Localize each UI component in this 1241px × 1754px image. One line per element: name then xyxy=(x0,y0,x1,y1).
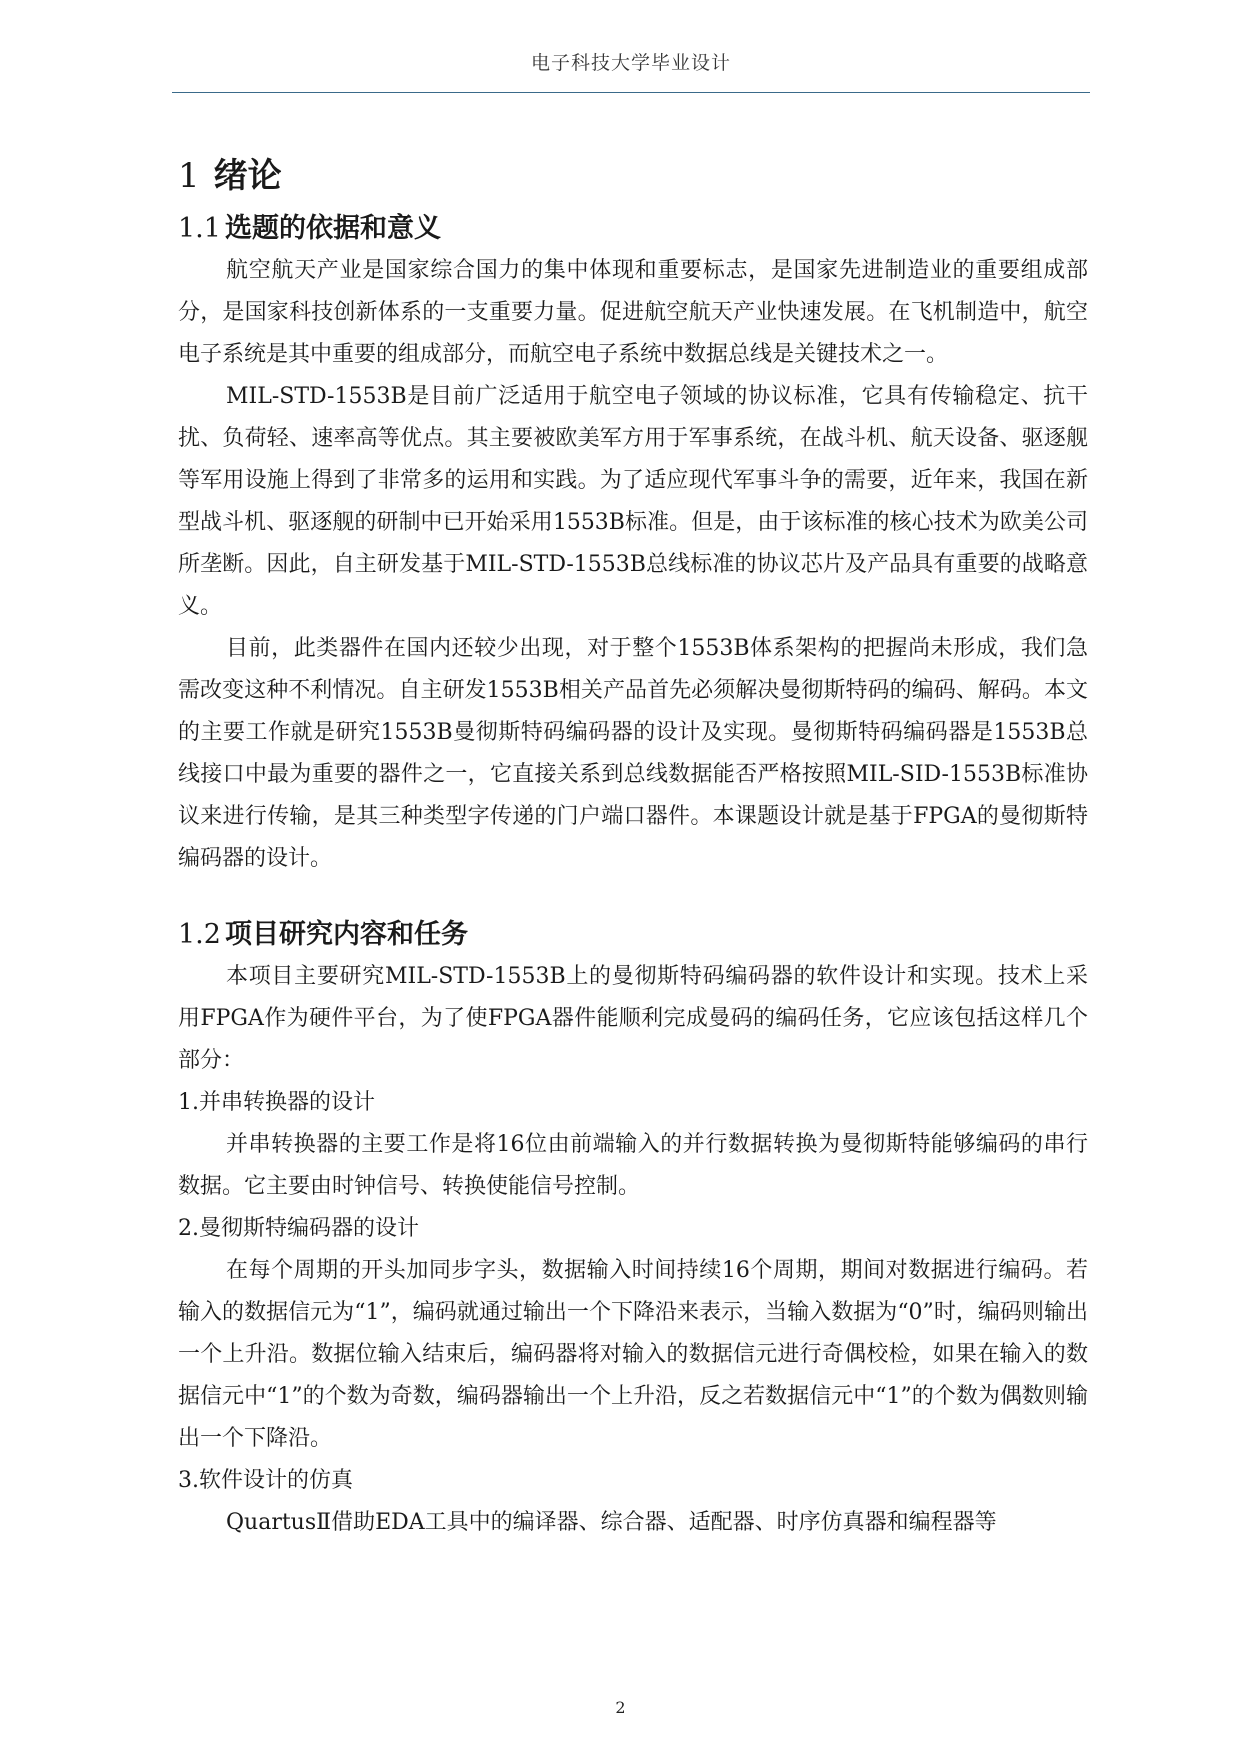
chapter-heading xyxy=(178,150,1088,202)
list-item-heading: 1.并串转换器的设计 xyxy=(178,1090,375,1115)
section-title: 选题的依据和意义 xyxy=(224,213,441,244)
list-item-heading: 3.软件设计的仿真 xyxy=(178,1468,353,1493)
paragraph: 航空航天产业是国家综合国力的集中体现和重要标志，是国家先进制造业的重要组成部分，是国家科技创新体系的一支重要力量。促进航空航天产业快速发展。在飞机制造中，航空电子系统是其中重要的组成部分，而航空电子系统中数据总线是关键技术之一。 xyxy=(178,258,1088,367)
paragraph: 在每个周期的开头加同步字头，数据输入时间持续16个周期，期间对数据进行编码。若输入的数据信元为“1”，编码就通过输出一个下降沿来表示，当输入数据为“0”时，编码则输出一个上升沿。数据位输入结束后，编码器将对输入的数据信元进行奇偶校检，如果在输入的数据信元中“1”的个数为奇数，编码器输出一个上升沿，反之若数据信元中“1”的个数为偶数则输出一个下降沿。 xyxy=(178,1258,1088,1451)
paragraph: 并串转换器的主要工作是将16位由前端输入的并行数据转换为曼彻斯特能够编码的串行数据。它主要由时钟信号、转换使能信号控制。 xyxy=(178,1132,1088,1199)
section-heading xyxy=(178,208,1088,250)
chapter-title: 绪论 xyxy=(213,156,282,196)
paragraph: 本项目主要研究MIL-STD-1553B上的曼彻斯特码编码器的软件设计和实现。技术上采用FPGA作为硬件平台，为了使FPGA器件能顺利完成曼码的编码任务，它应该包括这样几个部分： xyxy=(178,964,1088,1073)
section-number: 1.1 xyxy=(178,213,221,244)
paragraph: QuartusⅡ借助EDA工具中的编译器、综合器、适配器、时序仿真器和编程器等 xyxy=(226,1510,997,1535)
list-item-heading: 2.曼彻斯特编码器的设计 xyxy=(178,1216,419,1241)
page-header: 电子科技大学毕业设计 xyxy=(530,52,731,74)
page-body xyxy=(178,150,1088,1544)
chapter-number: 1 xyxy=(178,156,200,196)
section-title: 项目研究内容和任务 xyxy=(224,919,468,950)
page-number: 2 xyxy=(615,1698,626,1717)
section-number: 1.2 xyxy=(178,919,221,950)
section-heading xyxy=(178,914,1088,956)
paragraph: MIL-STD-1553B是目前广泛适用于航空电子领域的协议标准，它具有传输稳定、抗干扰、负荷轻、速率高等优点。其主要被欧美军方用于军事系统，在战斗机、航天设备、驱逐舰等军用设施上得到了非常多的运用和实践。为了适应现代军事斗争的需要，近年来，我国在新型战斗机、驱逐舰的研制中已开始采用1553B标准。但是，由于该标准的核心技术为欧美公司所垄断。因此，自主研发基于MIL-STD-1553B总线标准的协议芯片及产品具有重要的战略意义。 xyxy=(178,384,1088,619)
header-divider xyxy=(172,92,1090,93)
paragraph: 目前，此类器件在国内还较少出现，对于整个1553B体系架构的把握尚未形成，我们急需改变这种不利情况。自主研发1553B相关产品首先必须解决曼彻斯特码的编码、解码。本文的主要工作就是研究1553B曼彻斯特码编码器的设计及实现。曼彻斯特码编码器是1553B总线接口中最为重要的器件之一，它直接关系到总线数据能否严格按照MIL-SID-1553B标准协议来进行传输，是其三种类型字传递的门户端口器件。本课题设计就是基于FPGA的曼彻斯特编码器的设计。 xyxy=(178,636,1088,871)
